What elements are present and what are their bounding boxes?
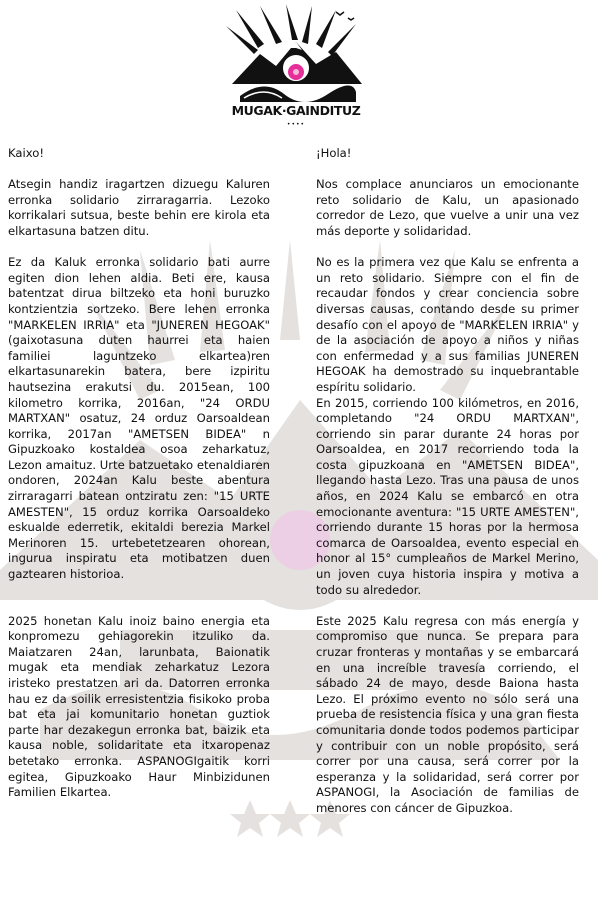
euskara-greeting: Kaixo! [8, 146, 44, 160]
euskara-paragraph-2: Ez da Kaluk erronka solidario bati aurre egiten dion lehen aldia. Beti ere, kausa batentzat dirua biltzeko eta honi buruzko kontzientzia sortzeko. Bere lehen erronka "MARKELEN IRRIA" eta "JUNEREN HEGOAK" (gaixotasuna duten haurrei eta haien familiei laguntzeko elkartea)ren elkartasunarekin batera, bere izpiritu hautsezina erakutsi du. 2015ean, 100 kilometro korrika, 2016an, "24 ORDU MARTXAN" osatuz, 24 orduz Oarsoaldean korrika, 2017an "AMETSEN BIDEA" n Gipuzkoako kostaldea osoa zeharkatuz, Lezon amaituz. Urte batzuetako etenaldiaren ondoren, 2024an Kalu beste abentura zirraragarri batean ontziratu zen: "15 URTE AMESTEN", 15 orduz korrika Oarsoaldeko eskualde ederretik, ekitaldi berezia Markel Merinoren 15. urtebetetzearen ohorean, ingurua inspiratu eta motibatzen duen gaztearen historioa. [8, 255, 270, 582]
castellano-paragraph-3: En 2015, corriendo 100 kilómetros, en 2016, completando "24 ORDU MARTXAN", corriendo sin parar durante 24 horas por Oarsoaldea, en 2017 recorriendo toda la costa gipuzkoana en "AMETSEN BIDEA", llegando hasta Lezo. Tras una pausa de unos años, en 2024 Kalu se embarcó en otra emocionante aventura: "15 URTE AMESTEN", corriendo durante 15 horas por la hermosa comarca de Oarsoaldea, evento especial en honor al 15° cumpleaños de Markel Merino, un joven cuya historia inspira y motiva a todo su alrededor. [316, 395, 579, 597]
castellano-greeting: ¡Hola! [316, 146, 352, 160]
euskara-paragraph-1: Atsegin handiz iragartzen dizuegu Kaluren erronka solidario zirraragarria. Lezoko korrikalari sutsua, beste behin ere kirola eta elkartasuna batzen ditu. [8, 177, 270, 238]
castellano-paragraph-1: Nos complace anunciaros un emocionante reto solidario de Kalu, un apasionado corredor de Lezo, que vuelve a unir una vez más deporte y solidaridad. [316, 177, 579, 238]
logo-wave [240, 85, 356, 102]
castellano-paragraph-4: Este 2025 Kalu regresa con más energía y compromiso que nunca. Se prepara para cruzar fronteras y montañas y se embarcará en una increíble travesía corriendo, el sábado 24 de mayo, desde Baiona hasta Lezo. El próximo evento no sólo será una prueba de resistencia física y una gran fiesta comunitaria donde todos podemos participar y contribuir con un noble propósito, será correr por una causa, será correr por la esperanza y la solidaridad, será correr por ASPANOGI, la Asociación de familias de menores con cáncer de Gipuzkoa. [316, 613, 579, 815]
euskara-paragraph-3: 2025 honetan Kalu inoiz baino energia eta konpromezu gehiagorekin itzuliko da. Maiatzaren 24an, larunbata, Baionatik mugak eta mendiak zeharkatuz Lezora iristeko prestatzen ari da. Datorren erronka hau ez da soilik erresistentzia fisikoko proba bat eta jai komunitario honetan guztiok parte har dezakegun erronka bat, baizik eta kausa noble, solidaritate eta itxaropenaz betetako erronka. ASPANOGIgaitik korri egitea, Gipuzkoako Haur Minbizidunen Familien Elkartea. [8, 613, 270, 800]
logo-brand-text: MUGAK·GAINDITUZ [231, 103, 361, 118]
logo-dots: •••• [286, 121, 306, 128]
castellano-column [316, 146, 579, 817]
euskara-column [8, 146, 270, 801]
castellano-paragraph-2: No es la primera vez que Kalu se enfrenta a un reto solidario. Siempre con el fin de recaudar fondos y crear conciencia sobre diversas causas, contando desde su primer desafío con el apoyo de "MARKELEN IRRIA" y de la asociación de apoyo a niños y niñas con enfermedad y a sus familias JUNEREN HEGOAK ha demostrado su inquebrantable espíritu solidario. [316, 255, 579, 394]
